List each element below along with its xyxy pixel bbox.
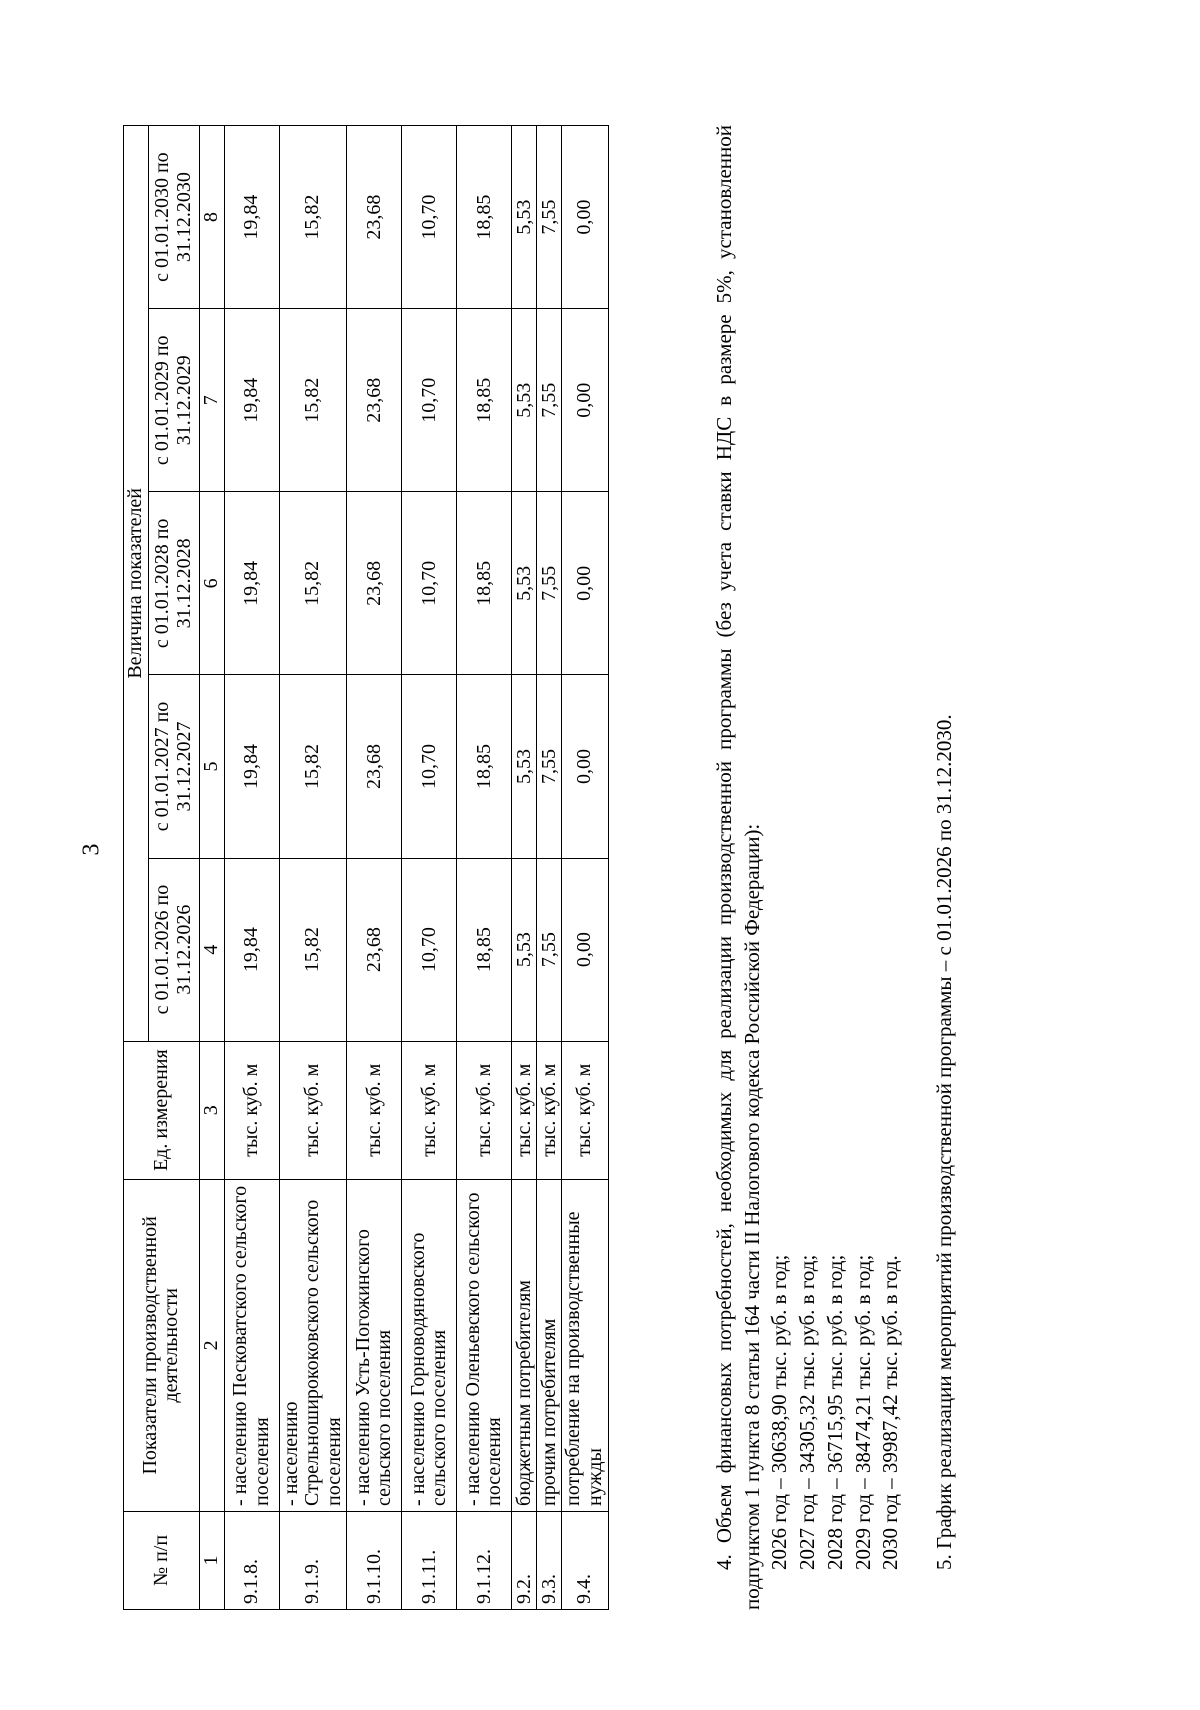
row-value: 7,55 — [537, 858, 562, 1041]
table-row — [279, 126, 347, 1610]
row-value: 23,68 — [347, 492, 402, 675]
index-cell: 4 — [199, 858, 224, 1041]
row-name: - населению Песковатского сельского поселения — [224, 1179, 279, 1511]
header-group: Величина показателей — [124, 126, 149, 1042]
table-row — [457, 126, 512, 1610]
row-unit: тыс. куб. м — [537, 1041, 562, 1179]
row-num: 9.1.10. — [347, 1511, 402, 1609]
row-value: 7,55 — [537, 675, 562, 858]
row-unit: тыс. куб. м — [457, 1041, 512, 1179]
financial-needs-item: 2027 год – 34305,32 тыс. руб. в год; — [795, 1254, 820, 1570]
row-value: 0,00 — [562, 492, 608, 675]
row-value: 15,82 — [279, 492, 347, 675]
row-num: 9.1.11. — [402, 1511, 457, 1609]
row-name: - населению Усть-Погожинского сельского поселения — [347, 1179, 402, 1511]
row-value: 18,85 — [457, 309, 512, 492]
table-row — [512, 126, 537, 1610]
row-value: 7,55 — [537, 492, 562, 675]
row-value: 18,85 — [457, 126, 512, 309]
row-name: - населению Оленьевского сельского поселения — [457, 1179, 512, 1511]
row-value: 23,68 — [347, 126, 402, 309]
row-num: 9.2. — [512, 1511, 537, 1609]
row-unit: тыс. куб. м — [402, 1041, 457, 1179]
header-period-2027: с 01.01.2027 по 31.12.2027 — [148, 675, 199, 858]
financial-needs-item: 2029 год – 38474,21 тыс. руб. в год; — [850, 1254, 875, 1570]
row-value: 18,85 — [457, 492, 512, 675]
index-cell: 8 — [199, 126, 224, 309]
rotated-page-content — [123, 125, 957, 1610]
header-unit: Ед. измерения — [124, 1041, 200, 1179]
row-unit: тыс. куб. м — [224, 1041, 279, 1179]
index-cell: 6 — [199, 492, 224, 675]
row-value: 5,53 — [512, 492, 537, 675]
row-value: 15,82 — [279, 675, 347, 858]
row-value: 7,55 — [537, 309, 562, 492]
row-value: 0,00 — [562, 858, 608, 1041]
row-name: - населению Стрельноширококовского сельского поселения — [279, 1179, 347, 1511]
header-name: Показатели производственной деятельности — [124, 1179, 200, 1511]
row-value: 15,82 — [279, 309, 347, 492]
row-value: 19,84 — [224, 126, 279, 309]
row-value: 10,70 — [402, 126, 457, 309]
financial-needs-list — [766, 125, 905, 1570]
row-unit: тыс. куб. м — [562, 1041, 608, 1179]
row-value: 0,00 — [562, 309, 608, 492]
row-value: 15,82 — [279, 126, 347, 309]
row-value: 18,85 — [457, 675, 512, 858]
row-value: 19,84 — [224, 309, 279, 492]
row-value: 5,53 — [512, 675, 537, 858]
row-value: 23,68 — [347, 858, 402, 1041]
index-cell: 1 — [199, 1511, 224, 1609]
row-unit: тыс. куб. м — [512, 1041, 537, 1179]
row-value: 10,70 — [402, 492, 457, 675]
row-name: - населению Горноводяновского сельского поселения — [402, 1179, 457, 1511]
header-period-2030: с 01.01.2030 по 31.12.2030 — [148, 126, 199, 309]
index-cell: 2 — [199, 1179, 224, 1511]
index-cell: 3 — [199, 1041, 224, 1179]
header-period-2029: с 01.01.2029 по 31.12.2029 — [148, 309, 199, 492]
table-row — [224, 126, 279, 1610]
row-value: 19,84 — [224, 858, 279, 1041]
row-value: 15,82 — [279, 858, 347, 1041]
index-cell: 7 — [199, 309, 224, 492]
table-row — [562, 126, 608, 1610]
row-value: 0,00 — [562, 675, 608, 858]
row-value: 5,53 — [512, 858, 537, 1041]
financial-needs-item: 2026 год – 30638,90 тыс. руб. в год; — [767, 1254, 792, 1570]
row-name: потребление на производственные нужды — [562, 1179, 608, 1511]
index-cell: 5 — [199, 675, 224, 858]
row-value: 7,55 — [537, 126, 562, 309]
table-row — [347, 126, 402, 1610]
row-value: 5,53 — [512, 309, 537, 492]
row-value: 18,85 — [457, 858, 512, 1041]
table-header-row — [124, 126, 149, 1610]
row-value: 19,84 — [224, 492, 279, 675]
row-num: 9.1.12. — [457, 1511, 512, 1609]
header-period-2026: с 01.01.2026 по 31.12.2026 — [148, 858, 199, 1041]
row-num: 9.3. — [537, 1511, 562, 1609]
header-period-2028: с 01.01.2028 по 31.12.2028 — [148, 492, 199, 675]
row-value: 23,68 — [347, 675, 402, 858]
header-num: № п/п — [124, 1511, 200, 1609]
row-unit: тыс. куб. м — [279, 1041, 347, 1179]
row-value: 10,70 — [402, 858, 457, 1041]
row-unit: тыс. куб. м — [347, 1041, 402, 1179]
indicators-table — [123, 125, 609, 1610]
row-value: 10,70 — [402, 309, 457, 492]
row-value: 19,84 — [224, 675, 279, 858]
row-value: 10,70 — [402, 675, 457, 858]
row-value: 23,68 — [347, 309, 402, 492]
row-name: прочим потребителям — [537, 1179, 562, 1511]
row-num: 9.4. — [562, 1511, 608, 1609]
row-value: 0,00 — [562, 126, 608, 309]
table-row — [402, 126, 457, 1610]
row-num: 9.1.9. — [279, 1511, 347, 1609]
row-value: 5,53 — [512, 126, 537, 309]
row-name: бюджетным потребителям — [512, 1179, 537, 1511]
table-row — [537, 126, 562, 1610]
page-number: 3 — [78, 843, 105, 856]
section-4-paragraph: 4. Объем финансовых потребностей, необходимых для реализации производственной программы (без учета ставки НДС в размере 5%, установленной подпунктом 1 пункта 8 статьи 164 части II Налогового кодекса Российской Федерации): — [712, 125, 764, 1610]
financial-needs-item: 2028 год – 36715,95 тыс. руб. в год; — [822, 1254, 847, 1570]
row-num: 9.1.8. — [224, 1511, 279, 1609]
section-5-paragraph: 5. График реализации мероприятий производственной программы – с 01.01.2026 по 31.12.2030. — [932, 714, 957, 1570]
financial-needs-item: 2030 год – 39987,42 тыс. руб. в год. — [878, 1255, 903, 1570]
text-block — [711, 125, 959, 1610]
table-index-row — [199, 126, 224, 1610]
